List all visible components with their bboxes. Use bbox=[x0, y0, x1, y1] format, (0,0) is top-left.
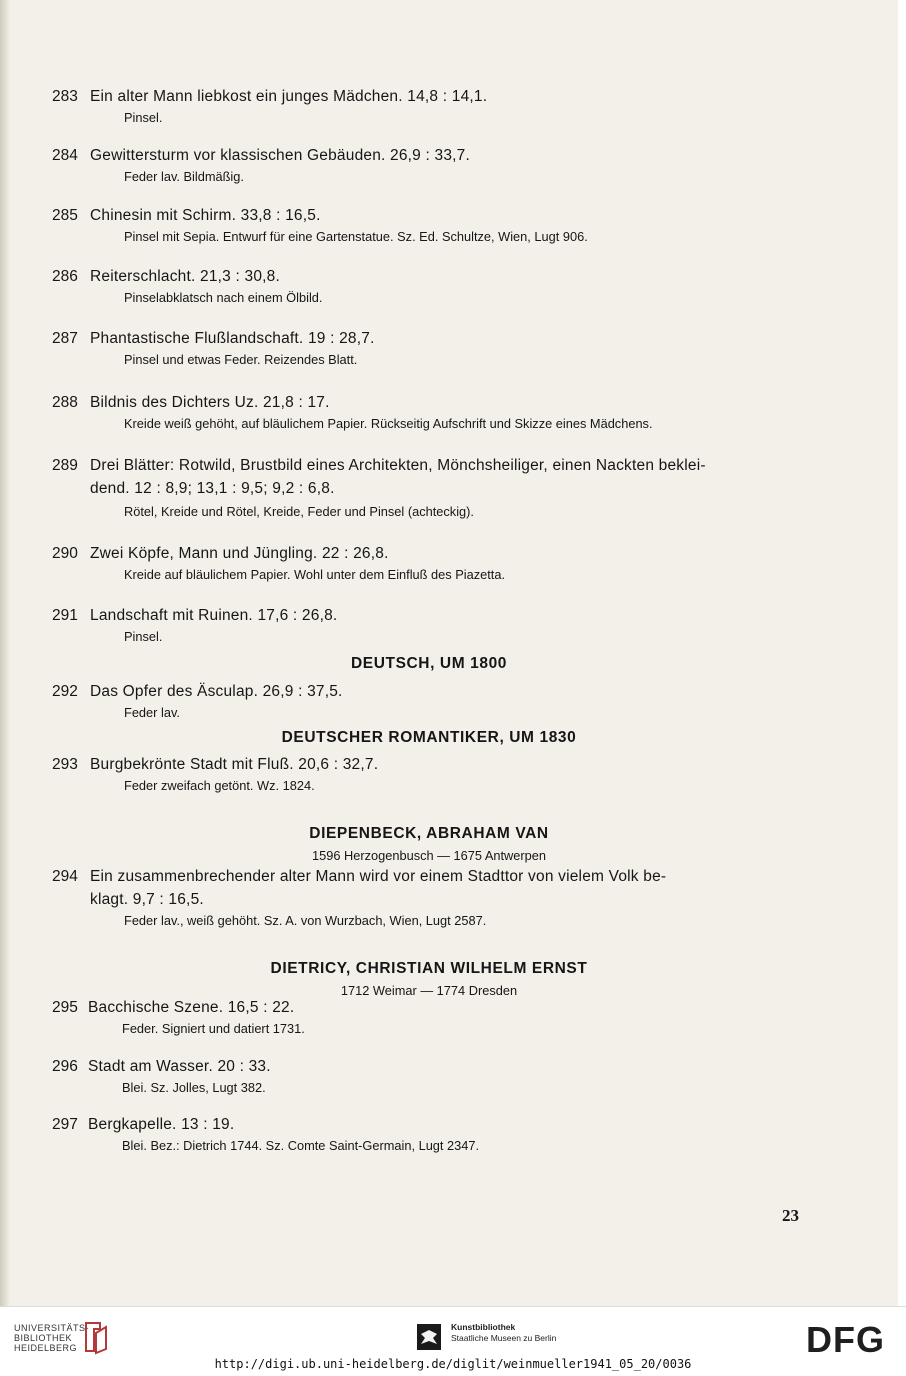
entry-number: 293 bbox=[52, 756, 78, 773]
entry-description: Feder lav. bbox=[124, 705, 180, 720]
entry-description: Pinsel. bbox=[124, 110, 163, 125]
entry-title: Zwei Köpfe, Mann und Jüngling. 22 : 26,8. bbox=[90, 545, 389, 562]
entry-number: 285 bbox=[52, 207, 78, 224]
page-spine-shadow bbox=[0, 0, 10, 1306]
entry-title: Bergkapelle. 13 : 19. bbox=[88, 1116, 235, 1133]
entry-title: Burgbekrönte Stadt mit Fluß. 20,6 : 32,7. bbox=[90, 756, 379, 773]
entry-description: Kreide weiß gehöht, auf bläulichem Papier. Rückseitig Aufschrift und Skizze eines Mädchens. bbox=[124, 416, 653, 431]
entry-title-continued: dend. 12 : 8,9; 13,1 : 9,5; 9,2 : 6,8. bbox=[90, 480, 335, 497]
entry-title: Bildnis des Dichters Uz. 21,8 : 17. bbox=[90, 394, 330, 411]
kunstbibliothek-logo[interactable] bbox=[451, 1322, 556, 1344]
university-library-logo[interactable] bbox=[14, 1323, 89, 1353]
entry-title: Ein zusammenbrechender alter Mann wird vor einem Stadttor von vielem Volk be- bbox=[90, 868, 667, 885]
entry-number: 296 bbox=[52, 1058, 78, 1075]
artist-heading: DIETRICY, CHRISTIAN WILHELM ERNST bbox=[270, 960, 588, 977]
source-url[interactable]: http://digi.ub.uni-heidelberg.de/diglit/weinmueller1941_05_20/0036 bbox=[214, 1357, 692, 1371]
entry-title: Drei Blätter: Rotwild, Brustbild eines Architekten, Mönchsheiliger, einen Nackten beklei- bbox=[90, 457, 706, 474]
entry-number: 290 bbox=[52, 545, 78, 562]
entry-description: Feder lav., weiß gehöht. Sz. A. von Wurzbach, Wien, Lugt 2587. bbox=[124, 913, 487, 928]
entry-description: Blei. Sz. Jolles, Lugt 382. bbox=[122, 1080, 266, 1095]
logo-text-line: HEIDELBERG bbox=[14, 1343, 78, 1353]
entry-description: Blei. Bez.: Dietrich 1744. Sz. Comte Saint-Germain, Lugt 2347. bbox=[122, 1138, 480, 1153]
entry-description: Pinsel und etwas Feder. Reizendes Blatt. bbox=[124, 352, 358, 367]
entry-title-continued: klagt. 9,7 : 16,5. bbox=[90, 891, 204, 908]
entry-number: 292 bbox=[52, 683, 78, 700]
entry-title: Stadt am Wasser. 20 : 33. bbox=[88, 1058, 271, 1075]
entry-title: Reiterschlacht. 21,3 : 30,8. bbox=[90, 268, 280, 285]
entry-title: Ein alter Mann liebkost ein junges Mädchen. 14,8 : 14,1. bbox=[90, 88, 488, 105]
kb-subtitle: Staatliche Museen zu Berlin bbox=[451, 1333, 557, 1343]
entry-description: Pinsel mit Sepia. Entwurf für eine Gartenstatue. Sz. Ed. Schultze, Wien, Lugt 906. bbox=[124, 229, 588, 244]
entry-description: Pinsel. bbox=[124, 629, 163, 644]
entry-description: Kreide auf bläulichem Papier. Wohl unter dem Einfluß des Piazetta. bbox=[124, 567, 506, 582]
entry-number: 297 bbox=[52, 1116, 78, 1133]
entry-description: Pinselabklatsch nach einem Ölbild. bbox=[124, 290, 323, 305]
entry-description: Feder. Signiert und datiert 1731. bbox=[122, 1021, 305, 1036]
entry-description: Rötel, Kreide und Rötel, Kreide, Feder und Pinsel (achteckig). bbox=[124, 504, 474, 519]
entry-number: 291 bbox=[52, 607, 78, 624]
artist-life-dates: 1712 Weimar — 1774 Dresden bbox=[340, 983, 518, 998]
entry-title: Das Opfer des Äsculap. 26,9 : 37,5. bbox=[90, 683, 343, 700]
dfg-logo[interactable]: DFG bbox=[806, 1319, 885, 1360]
entry-title: Gewittersturm vor klassischen Gebäuden. 26,9 : 33,7. bbox=[90, 147, 471, 164]
page-number: 23 bbox=[782, 1206, 799, 1225]
eagle-emblem-icon bbox=[415, 1322, 443, 1352]
kb-title: Kunstbibliothek bbox=[451, 1322, 516, 1332]
entry-number: 287 bbox=[52, 330, 78, 347]
entry-title: Bacchische Szene. 16,5 : 22. bbox=[88, 999, 295, 1016]
logo-text-line: UNIVERSITÄTS- bbox=[14, 1323, 90, 1333]
artist-heading: DEUTSCH, UM 1800 bbox=[350, 655, 508, 672]
entry-number: 286 bbox=[52, 268, 78, 285]
entry-number: 294 bbox=[52, 868, 78, 885]
entry-number: 295 bbox=[52, 999, 78, 1016]
artist-heading: DIEPENBECK, ABRAHAM VAN bbox=[309, 825, 549, 842]
entry-description: Feder zweifach getönt. Wz. 1824. bbox=[124, 778, 315, 793]
entry-number: 283 bbox=[52, 88, 78, 105]
artist-life-dates: 1596 Herzogenbusch — 1675 Antwerpen bbox=[311, 848, 547, 863]
logo-text-line: BIBLIOTHEK bbox=[14, 1333, 73, 1343]
entry-number: 289 bbox=[52, 457, 78, 474]
library-emblem-icon bbox=[82, 1319, 110, 1355]
entry-number: 284 bbox=[52, 147, 78, 164]
entry-title: Landschaft mit Ruinen. 17,6 : 26,8. bbox=[90, 607, 338, 624]
artist-heading: DEUTSCHER ROMANTIKER, UM 1830 bbox=[281, 729, 577, 746]
entry-number: 288 bbox=[52, 394, 78, 411]
entry-title: Chinesin mit Schirm. 33,8 : 16,5. bbox=[90, 207, 321, 224]
entry-title: Phantastische Flußlandschaft. 19 : 28,7. bbox=[90, 330, 375, 347]
entry-description: Feder lav. Bildmäßig. bbox=[124, 169, 244, 184]
